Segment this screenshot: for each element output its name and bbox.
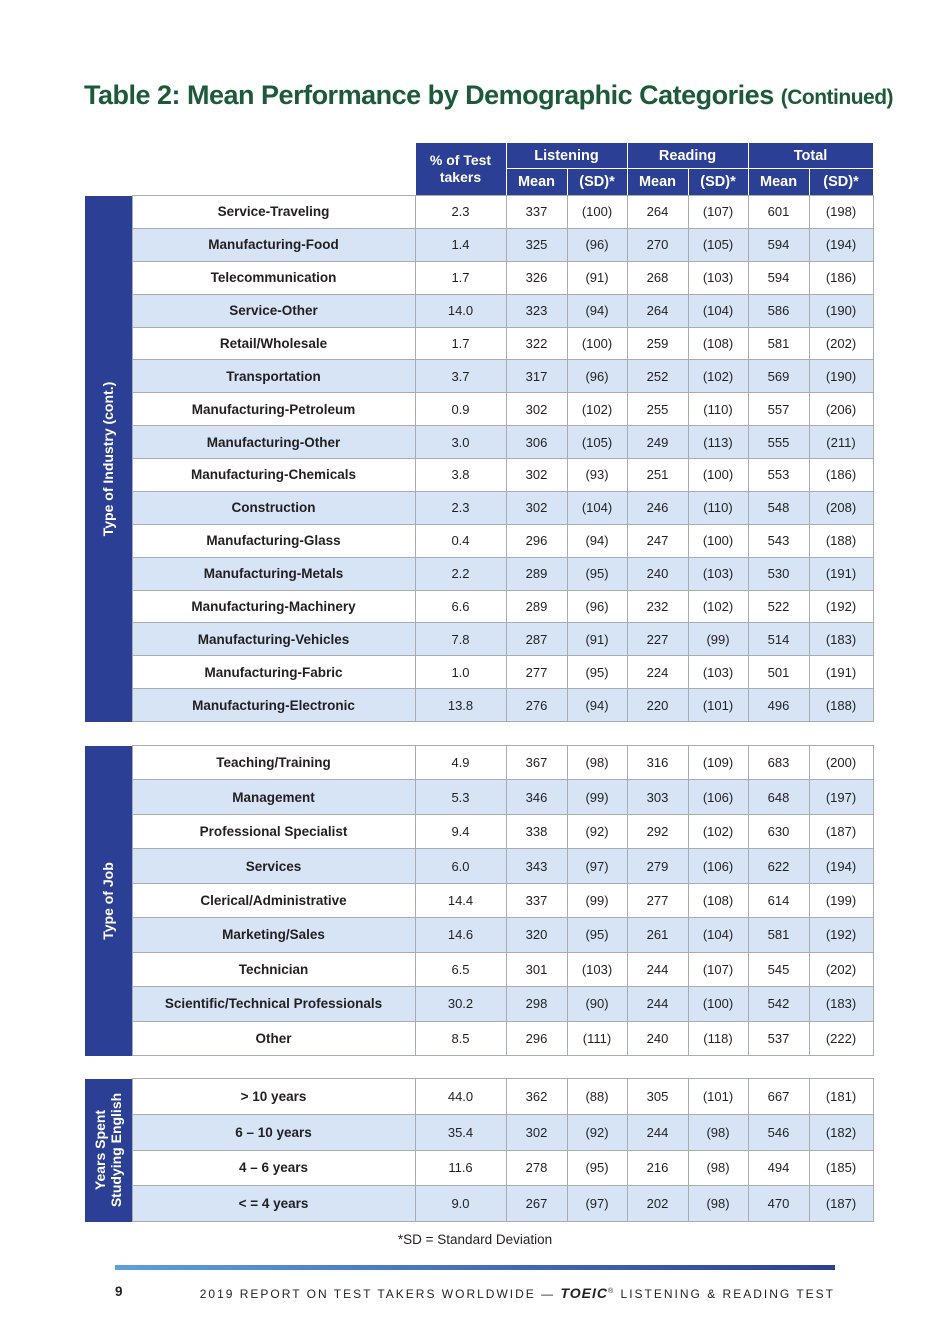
reading-mean: 255 — [627, 393, 688, 426]
listening-mean: 289 — [506, 557, 567, 590]
listening-sd: (97) — [567, 849, 627, 883]
reading-mean: 227 — [627, 623, 688, 656]
total-sd: (187) — [809, 814, 873, 848]
listening-sd: (91) — [567, 623, 627, 656]
pct: 6.6 — [415, 590, 506, 623]
listening-mean: 277 — [506, 656, 567, 689]
total-mean: 548 — [748, 491, 809, 524]
category-label: Service-Other — [132, 294, 415, 327]
listening-sd: (96) — [567, 228, 627, 261]
reading-sd: (106) — [688, 780, 748, 814]
category-label: < = 4 years — [132, 1186, 415, 1222]
reading-mean: 264 — [627, 196, 688, 229]
reading-sd: (104) — [688, 918, 748, 952]
pct: 6.0 — [415, 849, 506, 883]
total-mean: 557 — [748, 393, 809, 426]
total-mean: 581 — [748, 918, 809, 952]
section-years-table — [85, 1078, 874, 1222]
section-industry-table — [85, 195, 874, 722]
listening-sd: (102) — [567, 393, 627, 426]
listening-mean: 302 — [506, 393, 567, 426]
total-mean: 470 — [748, 1186, 809, 1222]
category-label: Manufacturing-Fabric — [132, 656, 415, 689]
reading-sd: (102) — [688, 814, 748, 848]
reading-mean: 277 — [627, 883, 688, 917]
listening-sd: (95) — [567, 557, 627, 590]
footer-rule — [115, 1265, 835, 1270]
table-row — [85, 1021, 873, 1056]
reading-sd: (110) — [688, 491, 748, 524]
table-row — [85, 360, 873, 393]
pct: 2.3 — [415, 491, 506, 524]
total-mean: 601 — [748, 196, 809, 229]
total-sd: (200) — [809, 746, 873, 780]
listening-sd: (91) — [567, 261, 627, 294]
total-mean: 555 — [748, 426, 809, 459]
total-sd: (188) — [809, 524, 873, 557]
total-sd: (202) — [809, 952, 873, 986]
footer-text — [200, 1285, 835, 1301]
total-mean: 648 — [748, 780, 809, 814]
section-side-line: Years Spent — [92, 1109, 109, 1191]
table-row — [85, 294, 873, 327]
listening-mean: 287 — [506, 623, 567, 656]
table-row — [85, 849, 873, 883]
table-row — [85, 1079, 873, 1115]
reading-sd: (102) — [688, 360, 748, 393]
pct: 9.0 — [415, 1186, 506, 1222]
pct: 7.8 — [415, 623, 506, 656]
header-reading-sd: (SD)* — [688, 169, 748, 196]
header-listening: Listening — [506, 143, 627, 169]
total-mean: 514 — [748, 623, 809, 656]
listening-mean: 267 — [506, 1186, 567, 1222]
total-sd: (198) — [809, 196, 873, 229]
pct: 14.0 — [415, 294, 506, 327]
reading-mean: 279 — [627, 849, 688, 883]
total-mean: 586 — [748, 294, 809, 327]
category-label: Manufacturing-Glass — [132, 524, 415, 557]
table-row — [85, 746, 873, 780]
reading-sd: (100) — [688, 524, 748, 557]
footnote: *SD = Standard Deviation — [397, 1232, 553, 1247]
category-label: Manufacturing-Machinery — [132, 590, 415, 623]
section-side-text — [92, 1093, 124, 1207]
pct: 6.5 — [415, 952, 506, 986]
category-label: Management — [132, 780, 415, 814]
table-row — [85, 491, 873, 524]
listening-sd: (95) — [567, 656, 627, 689]
reading-mean: 305 — [627, 1079, 688, 1115]
pct: 2.2 — [415, 557, 506, 590]
reading-sd: (101) — [688, 689, 748, 722]
reading-sd: (109) — [688, 746, 748, 780]
total-mean: 501 — [748, 656, 809, 689]
table-row — [85, 689, 873, 722]
total-mean: 614 — [748, 883, 809, 917]
total-mean: 594 — [748, 261, 809, 294]
header-reading: Reading — [627, 143, 748, 169]
footer-brand: TOEIC — [560, 1285, 608, 1301]
listening-sd: (105) — [567, 426, 627, 459]
section-job-table — [85, 745, 874, 1056]
pct: 1.7 — [415, 261, 506, 294]
category-label: Construction — [132, 491, 415, 524]
reading-sd: (108) — [688, 327, 748, 360]
pct: 3.7 — [415, 360, 506, 393]
total-sd: (181) — [809, 1079, 873, 1115]
title-suffix: (Continued) — [780, 86, 894, 109]
pct: 1.0 — [415, 656, 506, 689]
reading-sd: (103) — [688, 656, 748, 689]
table-row — [85, 590, 873, 623]
reading-mean: 261 — [627, 918, 688, 952]
reading-mean: 316 — [627, 746, 688, 780]
listening-sd: (95) — [567, 1150, 627, 1186]
listening-sd: (93) — [567, 459, 627, 492]
total-sd: (183) — [809, 623, 873, 656]
pct: 0.4 — [415, 524, 506, 557]
table-row — [85, 524, 873, 557]
total-mean: 542 — [748, 987, 809, 1021]
category-label: Manufacturing-Other — [132, 426, 415, 459]
total-mean: 522 — [748, 590, 809, 623]
header-listening-mean: Mean — [506, 169, 567, 196]
table-row — [85, 918, 873, 952]
listening-sd: (94) — [567, 294, 627, 327]
total-sd: (187) — [809, 1186, 873, 1222]
total-mean: 537 — [748, 1021, 809, 1056]
page-title — [84, 80, 893, 111]
table-header — [85, 142, 874, 196]
listening-mean: 298 — [506, 987, 567, 1021]
total-mean: 683 — [748, 746, 809, 780]
listening-mean: 337 — [506, 196, 567, 229]
category-label: Clerical/Administrative — [132, 883, 415, 917]
table-row — [85, 459, 873, 492]
total-sd: (191) — [809, 557, 873, 590]
listening-mean: 367 — [506, 746, 567, 780]
pct: 44.0 — [415, 1079, 506, 1115]
total-sd: (190) — [809, 360, 873, 393]
listening-mean: 302 — [506, 491, 567, 524]
reading-mean: 232 — [627, 590, 688, 623]
reading-mean: 259 — [627, 327, 688, 360]
header-listening-sd: (SD)* — [567, 169, 627, 196]
total-sd: (194) — [809, 228, 873, 261]
listening-sd: (95) — [567, 918, 627, 952]
reading-sd: (98) — [688, 1150, 748, 1186]
title-main: Table 2: Mean Performance by Demographic Categories — [84, 80, 774, 110]
listening-mean: 320 — [506, 918, 567, 952]
category-label: Manufacturing-Vehicles — [132, 623, 415, 656]
category-label: Transportation — [132, 360, 415, 393]
category-label: Marketing/Sales — [132, 918, 415, 952]
header-blank — [85, 143, 415, 196]
footer-reg: ® — [608, 1288, 616, 1295]
category-label: Technician — [132, 952, 415, 986]
pct: 5.3 — [415, 780, 506, 814]
listening-sd: (96) — [567, 590, 627, 623]
reading-mean: 303 — [627, 780, 688, 814]
category-label: Manufacturing-Chemicals — [132, 459, 415, 492]
reading-sd: (103) — [688, 261, 748, 294]
category-label: Services — [132, 849, 415, 883]
category-label: > 10 years — [132, 1079, 415, 1115]
listening-mean: 296 — [506, 524, 567, 557]
total-sd: (191) — [809, 656, 873, 689]
reading-mean: 270 — [627, 228, 688, 261]
total-sd: (186) — [809, 459, 873, 492]
listening-mean: 325 — [506, 228, 567, 261]
pct: 11.6 — [415, 1150, 506, 1186]
pct: 35.4 — [415, 1114, 506, 1150]
pct: 14.6 — [415, 918, 506, 952]
category-label: Manufacturing-Metals — [132, 557, 415, 590]
reading-sd: (106) — [688, 849, 748, 883]
section-side-label — [85, 196, 132, 722]
total-mean: 594 — [748, 228, 809, 261]
listening-mean: 346 — [506, 780, 567, 814]
total-sd: (182) — [809, 1114, 873, 1150]
pct: 0.9 — [415, 393, 506, 426]
reading-sd: (100) — [688, 987, 748, 1021]
reading-sd: (113) — [688, 426, 748, 459]
listening-mean: 302 — [506, 459, 567, 492]
section-side-label — [85, 1079, 132, 1222]
category-label: Other — [132, 1021, 415, 1056]
listening-mean: 338 — [506, 814, 567, 848]
total-mean: 496 — [748, 689, 809, 722]
listening-sd: (99) — [567, 780, 627, 814]
total-sd: (192) — [809, 590, 873, 623]
listening-mean: 362 — [506, 1079, 567, 1115]
listening-sd: (92) — [567, 814, 627, 848]
total-mean: 630 — [748, 814, 809, 848]
category-label: Professional Specialist — [132, 814, 415, 848]
reading-mean: 224 — [627, 656, 688, 689]
category-label: Teaching/Training — [132, 746, 415, 780]
category-label: Service-Traveling — [132, 196, 415, 229]
table-row — [85, 1114, 873, 1150]
listening-sd: (104) — [567, 491, 627, 524]
pct: 4.9 — [415, 746, 506, 780]
reading-mean: 240 — [627, 557, 688, 590]
table-row — [85, 883, 873, 917]
listening-sd: (103) — [567, 952, 627, 986]
listening-sd: (99) — [567, 883, 627, 917]
reading-mean: 292 — [627, 814, 688, 848]
table-row — [85, 261, 873, 294]
pct: 14.4 — [415, 883, 506, 917]
reading-sd: (108) — [688, 883, 748, 917]
reading-mean: 249 — [627, 426, 688, 459]
reading-mean: 247 — [627, 524, 688, 557]
table-row — [85, 623, 873, 656]
total-sd: (206) — [809, 393, 873, 426]
header-total-mean: Mean — [748, 169, 809, 196]
listening-mean: 306 — [506, 426, 567, 459]
total-mean: 667 — [748, 1079, 809, 1115]
listening-mean: 337 — [506, 883, 567, 917]
reading-sd: (99) — [688, 623, 748, 656]
listening-mean: 276 — [506, 689, 567, 722]
listening-sd: (111) — [567, 1021, 627, 1056]
total-mean: 569 — [748, 360, 809, 393]
table-row — [85, 1150, 873, 1186]
table-row — [85, 228, 873, 261]
total-sd: (208) — [809, 491, 873, 524]
reading-sd: (118) — [688, 1021, 748, 1056]
reading-mean: 216 — [627, 1150, 688, 1186]
total-sd: (188) — [809, 689, 873, 722]
table-row — [85, 327, 873, 360]
category-label: Retail/Wholesale — [132, 327, 415, 360]
reading-mean: 244 — [627, 987, 688, 1021]
reading-sd: (98) — [688, 1186, 748, 1222]
section-side-text: Type of Industry (cont.) — [100, 381, 117, 536]
category-label: Manufacturing-Food — [132, 228, 415, 261]
reading-mean: 240 — [627, 1021, 688, 1056]
total-sd: (202) — [809, 327, 873, 360]
reading-sd: (107) — [688, 196, 748, 229]
total-sd: (222) — [809, 1021, 873, 1056]
total-mean: 530 — [748, 557, 809, 590]
category-label: 4 – 6 years — [132, 1150, 415, 1186]
table-row — [85, 952, 873, 986]
listening-sd: (94) — [567, 689, 627, 722]
reading-mean: 252 — [627, 360, 688, 393]
total-mean: 581 — [748, 327, 809, 360]
table-row — [85, 656, 873, 689]
reading-mean: 244 — [627, 952, 688, 986]
pct: 1.4 — [415, 228, 506, 261]
reading-mean: 244 — [627, 1114, 688, 1150]
listening-mean: 302 — [506, 1114, 567, 1150]
listening-sd: (96) — [567, 360, 627, 393]
category-label: Manufacturing-Electronic — [132, 689, 415, 722]
table-row — [85, 557, 873, 590]
table-row — [85, 814, 873, 848]
total-sd: (211) — [809, 426, 873, 459]
total-mean: 545 — [748, 952, 809, 986]
section-side-label — [85, 746, 132, 1056]
category-label: Telecommunication — [132, 261, 415, 294]
header-pct: % of Test takers — [415, 143, 506, 196]
listening-sd: (94) — [567, 524, 627, 557]
reading-mean: 264 — [627, 294, 688, 327]
section-side-text: Type of Job — [100, 861, 117, 940]
listening-mean: 317 — [506, 360, 567, 393]
category-label: Manufacturing-Petroleum — [132, 393, 415, 426]
listening-sd: (88) — [567, 1079, 627, 1115]
listening-mean: 326 — [506, 261, 567, 294]
category-label: 6 – 10 years — [132, 1114, 415, 1150]
total-mean: 553 — [748, 459, 809, 492]
total-mean: 622 — [748, 849, 809, 883]
listening-sd: (97) — [567, 1186, 627, 1222]
pct: 2.3 — [415, 196, 506, 229]
section-side-line: Studying English — [108, 1092, 125, 1208]
table-row — [85, 780, 873, 814]
listening-mean: 289 — [506, 590, 567, 623]
total-sd: (185) — [809, 1150, 873, 1186]
total-sd: (194) — [809, 849, 873, 883]
total-sd: (190) — [809, 294, 873, 327]
listening-sd: (100) — [567, 196, 627, 229]
listening-sd: (100) — [567, 327, 627, 360]
total-mean: 543 — [748, 524, 809, 557]
listening-mean: 301 — [506, 952, 567, 986]
pct: 8.5 — [415, 1021, 506, 1056]
category-label: Scientific/Technical Professionals — [132, 987, 415, 1021]
total-sd: (199) — [809, 883, 873, 917]
listening-mean: 278 — [506, 1150, 567, 1186]
reading-sd: (101) — [688, 1079, 748, 1115]
pct: 1.7 — [415, 327, 506, 360]
total-sd: (183) — [809, 987, 873, 1021]
page-number: 9 — [115, 1284, 123, 1299]
pct: 30.2 — [415, 987, 506, 1021]
total-mean: 546 — [748, 1114, 809, 1150]
listening-sd: (92) — [567, 1114, 627, 1150]
reading-sd: (103) — [688, 557, 748, 590]
reading-mean: 220 — [627, 689, 688, 722]
pct: 3.8 — [415, 459, 506, 492]
reading-mean: 246 — [627, 491, 688, 524]
listening-mean: 343 — [506, 849, 567, 883]
total-sd: (186) — [809, 261, 873, 294]
table-row — [85, 987, 873, 1021]
listening-sd: (98) — [567, 746, 627, 780]
listening-mean: 323 — [506, 294, 567, 327]
header-total-sd: (SD)* — [809, 169, 873, 196]
total-sd: (192) — [809, 918, 873, 952]
table-row — [85, 196, 873, 229]
footer-suffix: LISTENING & READING TEST — [620, 1287, 835, 1301]
header-reading-mean: Mean — [627, 169, 688, 196]
total-sd: (197) — [809, 780, 873, 814]
table-row — [85, 426, 873, 459]
listening-mean: 296 — [506, 1021, 567, 1056]
listening-sd: (90) — [567, 987, 627, 1021]
listening-mean: 322 — [506, 327, 567, 360]
pct: 9.4 — [415, 814, 506, 848]
reading-sd: (102) — [688, 590, 748, 623]
reading-mean: 202 — [627, 1186, 688, 1222]
total-mean: 494 — [748, 1150, 809, 1186]
reading-sd: (105) — [688, 228, 748, 261]
footer-prefix: 2019 REPORT ON TEST TAKERS WORLDWIDE — — [199, 1287, 556, 1301]
table-row — [85, 393, 873, 426]
reading-mean: 251 — [627, 459, 688, 492]
pct: 3.0 — [415, 426, 506, 459]
reading-sd: (110) — [688, 393, 748, 426]
reading-mean: 268 — [627, 261, 688, 294]
table-row — [85, 1186, 873, 1222]
reading-sd: (104) — [688, 294, 748, 327]
reading-sd: (98) — [688, 1114, 748, 1150]
pct: 13.8 — [415, 689, 506, 722]
header-total: Total — [748, 143, 873, 169]
reading-sd: (100) — [688, 459, 748, 492]
reading-sd: (107) — [688, 952, 748, 986]
